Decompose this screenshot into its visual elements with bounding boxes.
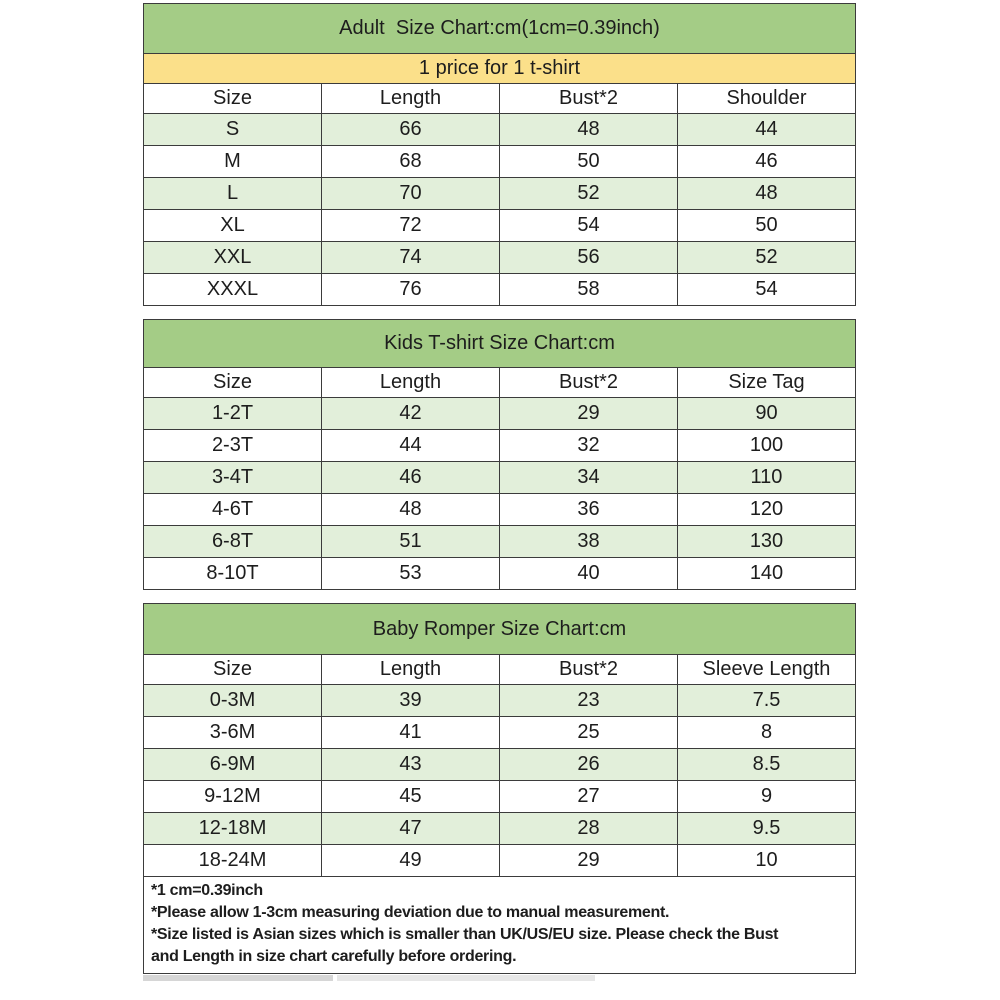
measurement-cell: 48 xyxy=(500,114,678,146)
measurement-cell: 130 xyxy=(678,526,856,558)
column-header-row xyxy=(144,368,856,398)
size-cell: 2-3T xyxy=(144,430,322,462)
measurement-cell: 46 xyxy=(678,146,856,178)
baby-title-row xyxy=(144,604,856,655)
measurement-cell: 38 xyxy=(500,526,678,558)
measurement-cell: 52 xyxy=(500,178,678,210)
measurement-cell: 51 xyxy=(322,526,500,558)
table-row xyxy=(144,114,856,146)
notes-box xyxy=(143,876,856,974)
note-line: and Length in size chart carefully before ordering. xyxy=(151,947,517,965)
baby-size-table-body xyxy=(144,604,856,877)
table-row xyxy=(144,781,856,813)
measurement-cell: 29 xyxy=(500,398,678,430)
measurement-cell: 74 xyxy=(322,242,500,274)
adult-size-table xyxy=(143,3,856,306)
size-cell: 6-8T xyxy=(144,526,322,558)
measurement-cell: 10 xyxy=(678,845,856,877)
measurement-cell: 120 xyxy=(678,494,856,526)
table-row xyxy=(144,210,856,242)
table-row xyxy=(144,813,856,845)
size-cell: 8-10T xyxy=(144,558,322,590)
column-header: Size xyxy=(144,368,322,398)
column-header-row xyxy=(144,84,856,114)
price-banner: 1 price for 1 t-shirt xyxy=(144,54,856,84)
table-row xyxy=(144,462,856,494)
measurement-cell: 42 xyxy=(322,398,500,430)
column-header: Length xyxy=(322,655,500,685)
size-cell: 1-2T xyxy=(144,398,322,430)
measurement-cell: 26 xyxy=(500,749,678,781)
baby-size-table xyxy=(143,603,856,877)
measurement-cell: 110 xyxy=(678,462,856,494)
table-row xyxy=(144,717,856,749)
table-row xyxy=(144,494,856,526)
size-cell: XXXL xyxy=(144,274,322,306)
measurement-cell: 68 xyxy=(322,146,500,178)
measurement-cell: 9.5 xyxy=(678,813,856,845)
note-line: *Please allow 1-3cm measuring deviation due to manual measurement. xyxy=(151,903,670,921)
measurement-cell: 48 xyxy=(322,494,500,526)
table-row xyxy=(144,398,856,430)
size-cell: 4-6T xyxy=(144,494,322,526)
measurement-cell: 56 xyxy=(500,242,678,274)
measurement-cell: 54 xyxy=(678,274,856,306)
kids-table-title: Kids T-shirt Size Chart:cm xyxy=(144,320,856,368)
measurement-cell: 36 xyxy=(500,494,678,526)
table-row xyxy=(144,242,856,274)
measurement-cell: 32 xyxy=(500,430,678,462)
size-cell: XL xyxy=(144,210,322,242)
measurement-cell: 25 xyxy=(500,717,678,749)
measurement-cell: 28 xyxy=(500,813,678,845)
size-cell: 6-9M xyxy=(144,749,322,781)
kids-size-table xyxy=(143,319,856,590)
measurement-cell: 29 xyxy=(500,845,678,877)
measurement-cell: 50 xyxy=(678,210,856,242)
measurement-cell: 44 xyxy=(678,114,856,146)
measurement-cell: 76 xyxy=(322,274,500,306)
measurement-cell: 23 xyxy=(500,685,678,717)
size-cell: XXL xyxy=(144,242,322,274)
measurement-cell: 8.5 xyxy=(678,749,856,781)
baby-table-title: Baby Romper Size Chart:cm xyxy=(144,604,856,655)
table-row xyxy=(144,274,856,306)
measurement-cell: 39 xyxy=(322,685,500,717)
table-row xyxy=(144,558,856,590)
table-row xyxy=(144,430,856,462)
measurement-cell: 41 xyxy=(322,717,500,749)
table-row xyxy=(144,685,856,717)
column-header: Bust*2 xyxy=(500,655,678,685)
size-cell: 18-24M xyxy=(144,845,322,877)
measurement-cell: 44 xyxy=(322,430,500,462)
column-header: Size xyxy=(144,655,322,685)
adult-size-table-body xyxy=(144,4,856,306)
measurement-cell: 49 xyxy=(322,845,500,877)
size-cell: 12-18M xyxy=(144,813,322,845)
measurement-cell: 52 xyxy=(678,242,856,274)
measurement-cell: 66 xyxy=(322,114,500,146)
measurement-cell: 90 xyxy=(678,398,856,430)
measurement-cell: 58 xyxy=(500,274,678,306)
measurement-cell: 45 xyxy=(322,781,500,813)
adult-table-title: Adult Size Chart:cm(1cm=0.39inch) xyxy=(144,4,856,54)
measurement-cell: 48 xyxy=(678,178,856,210)
measurement-cell: 40 xyxy=(500,558,678,590)
table-row xyxy=(144,178,856,210)
measurement-cell: 53 xyxy=(322,558,500,590)
adult-title-row xyxy=(144,4,856,54)
measurement-cell: 50 xyxy=(500,146,678,178)
measurement-cell: 140 xyxy=(678,558,856,590)
measurement-cell: 34 xyxy=(500,462,678,494)
size-cell: 9-12M xyxy=(144,781,322,813)
measurement-cell: 43 xyxy=(322,749,500,781)
measurement-cell: 100 xyxy=(678,430,856,462)
size-cell: S xyxy=(144,114,322,146)
column-header: Length xyxy=(322,368,500,398)
column-header: Sleeve Length xyxy=(678,655,856,685)
size-cell: 3-6M xyxy=(144,717,322,749)
table-row xyxy=(144,146,856,178)
size-cell: L xyxy=(144,178,322,210)
measurement-cell: 7.5 xyxy=(678,685,856,717)
size-cell: M xyxy=(144,146,322,178)
table-row xyxy=(144,526,856,558)
remnant-cell xyxy=(337,975,595,981)
measurement-cell: 8 xyxy=(678,717,856,749)
column-header: Size Tag xyxy=(678,368,856,398)
table-row xyxy=(144,749,856,781)
table-row xyxy=(144,845,856,877)
column-header-row xyxy=(144,655,856,685)
note-line: *1 cm=0.39inch xyxy=(151,881,263,899)
remnant-cell xyxy=(143,975,333,981)
measurement-cell: 54 xyxy=(500,210,678,242)
measurement-cell: 27 xyxy=(500,781,678,813)
column-header: Length xyxy=(322,84,500,114)
column-header: Size xyxy=(144,84,322,114)
size-cell: 0-3M xyxy=(144,685,322,717)
sheet-remnant-strip xyxy=(143,975,856,981)
size-cell: 3-4T xyxy=(144,462,322,494)
measurement-cell: 70 xyxy=(322,178,500,210)
kids-title-row xyxy=(144,320,856,368)
size-chart-sheet xyxy=(143,3,856,981)
measurement-cell: 9 xyxy=(678,781,856,813)
column-header: Bust*2 xyxy=(500,84,678,114)
note-line: *Size listed is Asian sizes which is smaller than UK/US/EU size. Please check the Bust xyxy=(151,925,779,943)
measurement-cell: 47 xyxy=(322,813,500,845)
measurement-cell: 72 xyxy=(322,210,500,242)
kids-size-table-body xyxy=(144,320,856,590)
column-header: Shoulder xyxy=(678,84,856,114)
column-header: Bust*2 xyxy=(500,368,678,398)
price-banner-row xyxy=(144,54,856,84)
measurement-cell: 46 xyxy=(322,462,500,494)
